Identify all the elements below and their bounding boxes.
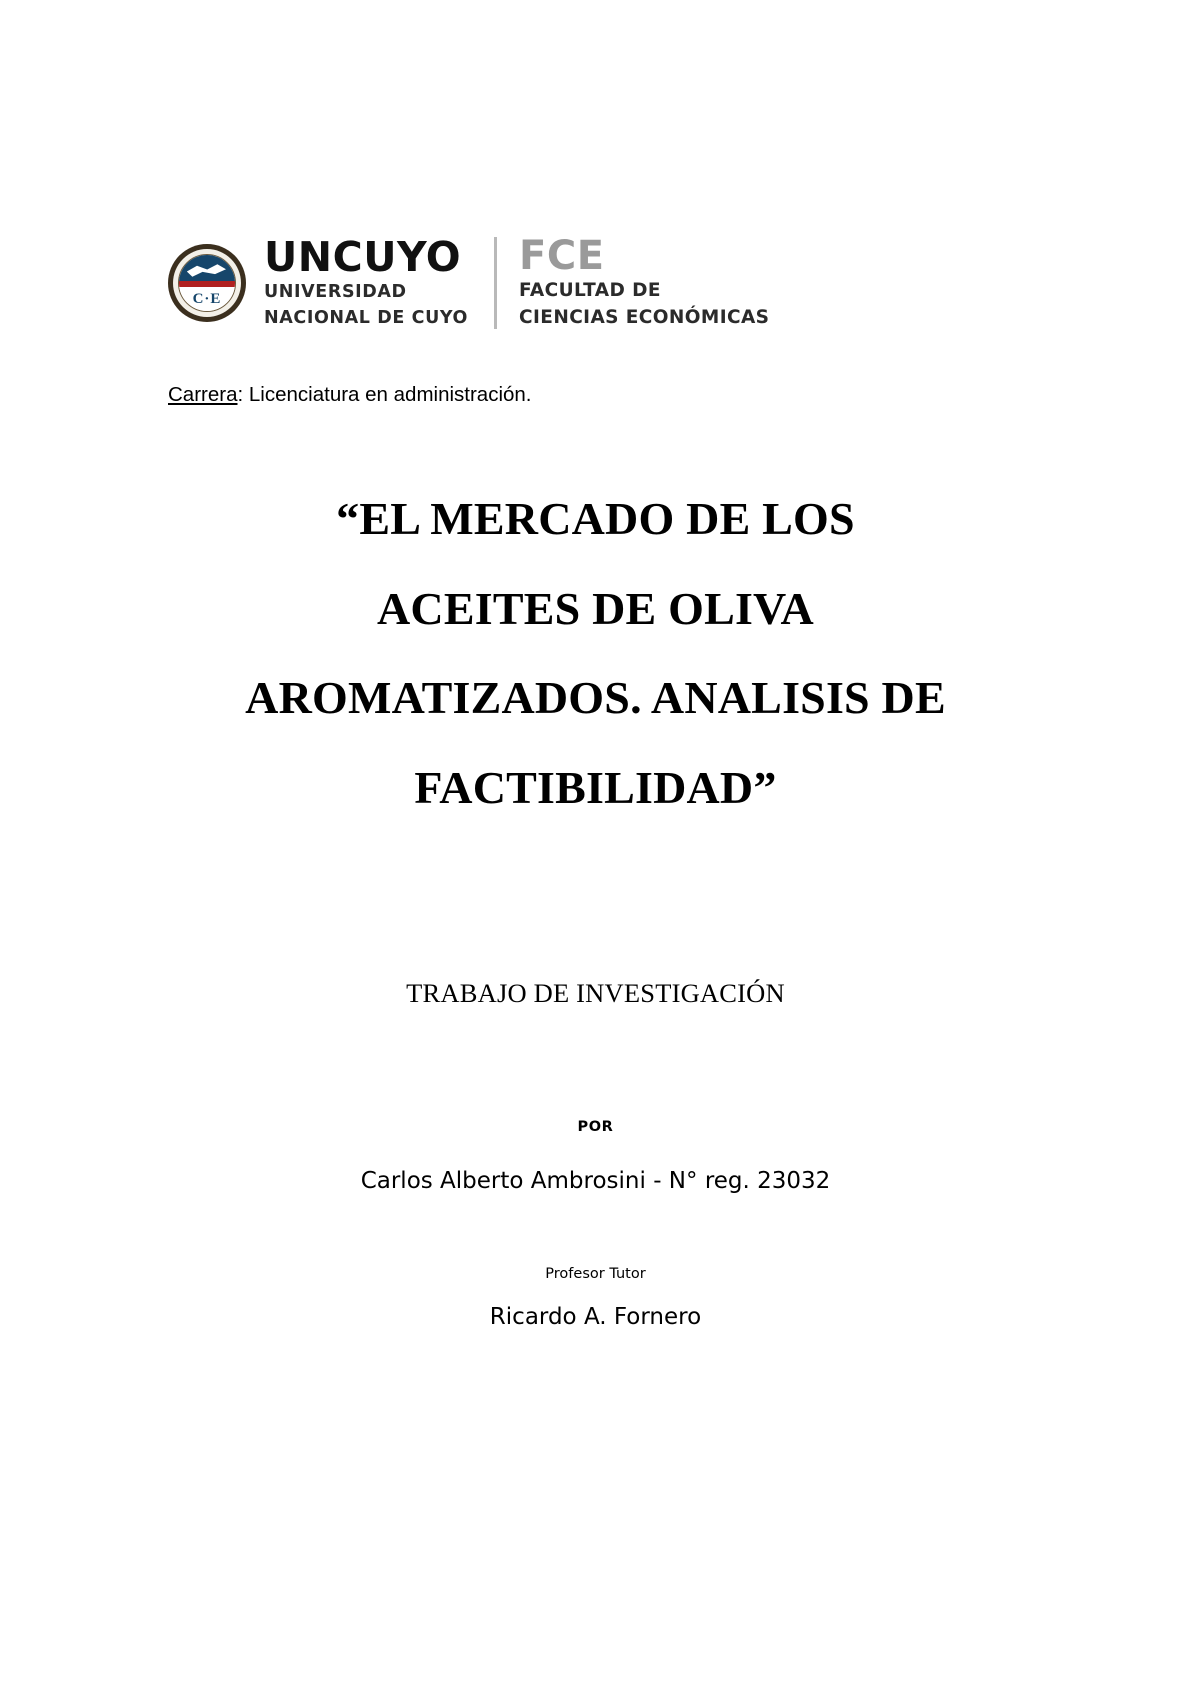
career-line [168,383,532,407]
university-subtitle-line2: NACIONAL DE CUYO [264,307,469,328]
shield-band [179,281,235,288]
title-line-3: AROMATIZADOS. ANALISIS DE [245,672,946,724]
shield-field [178,254,236,312]
faculty-wordmark [519,233,770,329]
university-name: UNCUYO [264,233,462,282]
career-label: Carrera [168,383,238,406]
university-shield-icon [168,244,246,322]
faculty-acronym: FCE [519,233,605,280]
title-line-4: FACTIBILIDAD” [414,762,777,814]
faculty-subtitle-line2: CIENCIAS ECONÓMICAS [519,307,770,328]
logo-divider [494,237,497,329]
institution-logo-block [168,228,769,338]
shield-letters: C·E [192,290,222,307]
shield-top-half [179,255,235,283]
document-title [150,474,1041,833]
title-line-2: ACEITES DE OLIVA [377,582,814,634]
university-subtitle-line1: UNIVERSIDAD [264,282,407,303]
title-line-1: “EL MERCADO DE LOS [336,493,855,544]
work-type-label: TRABAJO DE INVESTIGACIÓN [406,978,785,1008]
tutor-label: Profesor Tutor [545,1266,646,1282]
career-value: Licenciatura en administración. [248,383,532,406]
university-wordmark [264,233,494,329]
tutor-name: Ricardo A. Fornero [489,1304,702,1330]
career-separator: : [237,383,249,406]
author-name: Carlos Alberto Ambrosini - N° reg. 23032 [360,1168,831,1194]
by-label: POR [577,1119,614,1135]
faculty-subtitle-line1: FACULTAD DE [519,280,661,302]
